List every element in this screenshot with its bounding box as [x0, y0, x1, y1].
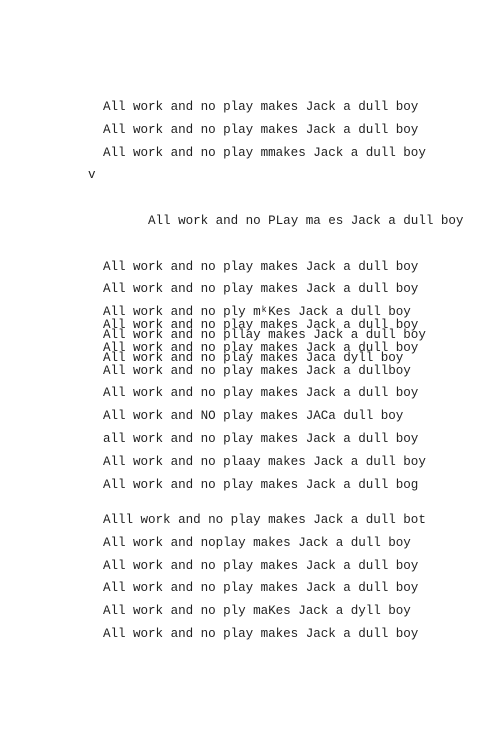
- text-line: All work and no play mmakes Jack a dull boy: [103, 145, 426, 160]
- text-line: All work and no ply maKes Jack a dyll boy: [103, 604, 411, 619]
- text-line: All work and no play makes Jack a dull boy: [103, 386, 419, 401]
- text-line: All work and no play makes Jack a dull boy: [103, 581, 419, 596]
- text-line-content: All work and no PLay ma es Jack a dull boy: [148, 213, 464, 228]
- text-line: All work and no play makes Jack a dull boy: [103, 558, 419, 573]
- text-line: All work and no play makes Jack a dull boy: [103, 340, 419, 355]
- text-line: All work and no pllay makes Jack a dull boy: [103, 327, 426, 342]
- text-line: All work and no play makes Jaca dyll boy: [103, 350, 404, 365]
- text-line: All work and no play makes Jack a dull bog: [103, 477, 419, 492]
- text-line: All work and NO play makes JACa dull boy: [103, 409, 404, 424]
- text-line: All work and no play makes Jack a dull boy: [103, 626, 419, 641]
- text-line: All work and no play makes Jack a dullboy: [103, 363, 411, 378]
- text-line: All work and no ply mᵏKes Jack a dull boy: [103, 305, 411, 320]
- text-line: All work and no play makes Jack a dull boy: [103, 282, 419, 297]
- text-line: All work and no play makes Jack a dull boy: [103, 100, 419, 114]
- paragraph-2: [103, 314, 426, 496]
- text-line: All work and no play makes Jack a dull boy: [103, 318, 419, 332]
- text-line: All work and no play makes Jack a dull boy: [103, 259, 419, 274]
- text-line: all work and no play makes Jack a dull boy: [103, 431, 419, 446]
- text-line: Alll work and no play makes Jack a dull bot: [103, 513, 426, 527]
- text-line: All work and no play makes Jack a dull boy: [103, 122, 419, 137]
- margin-mark: v: [88, 168, 96, 183]
- text-line-with-margin-mark: [88, 164, 464, 255]
- text-line: All work and noplay makes Jack a dull boy: [103, 535, 411, 550]
- text-line: All work and no plaay makes Jack a dull boy: [103, 454, 426, 469]
- paragraph-3: [103, 509, 426, 646]
